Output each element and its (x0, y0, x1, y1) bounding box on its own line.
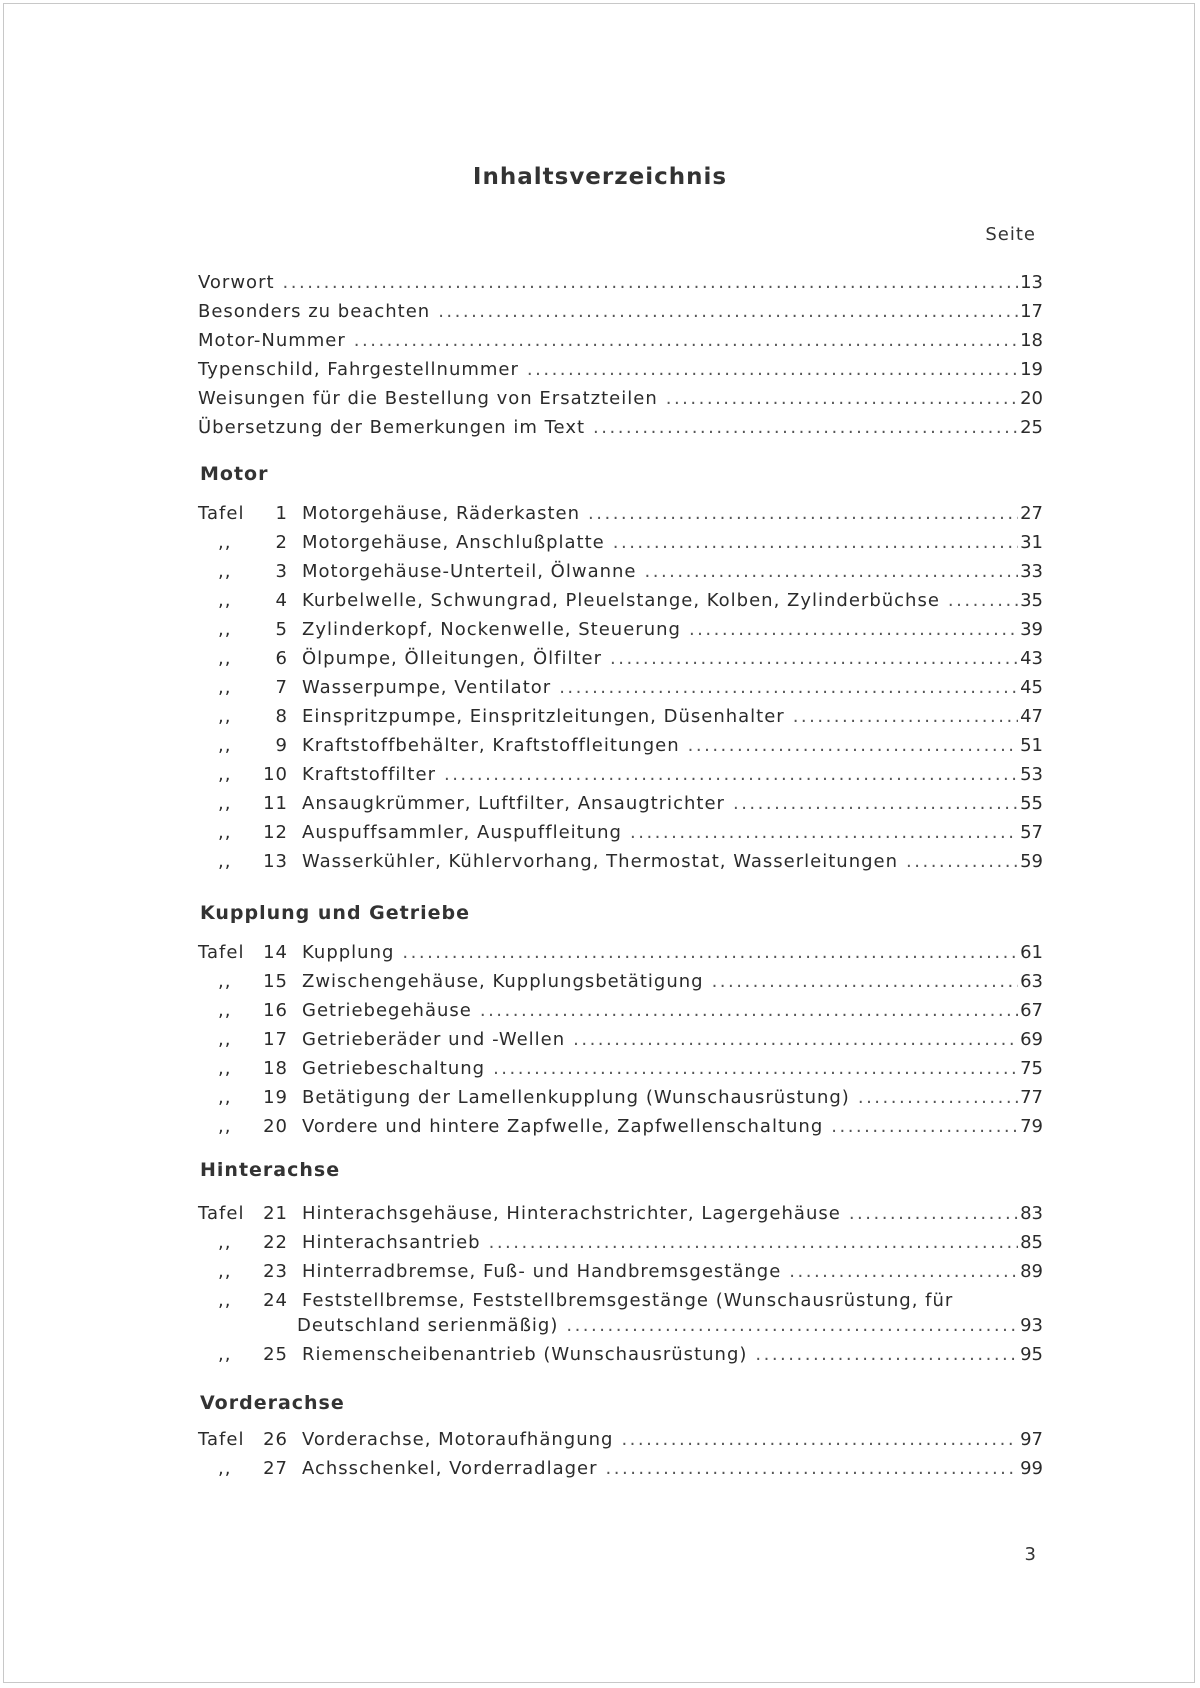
toc-entry: Motor-Nummer ..... 18 (198, 329, 1043, 353)
page-title: Inhaltsverzeichnis (472, 164, 728, 190)
page-number: 3 (1024, 1544, 1036, 1565)
toc-entry: ,, 6 Ölpumpe, Ölleitungen, Ölfilter ..... 43 (198, 647, 1043, 671)
toc-entry: ,, 12 Auspuffsammler, Auspuffleitung ..... 57 (198, 821, 1043, 845)
toc-entry: ,, 11 Ansaugkrümmer, Luftfilter, Ansaugtrichter ..... 55 (198, 792, 1043, 816)
page-column-header: Seite (985, 224, 1036, 245)
toc-entry: ,, 4 Kurbelwelle, Schwungrad, Pleuelstange, Kolben, Zylinderbüchse ..... 35 (198, 589, 1043, 613)
toc-entry: ,, 13 Wasserkühler, Kühlervorhang, Thermostat, Wasserleitungen ..... 59 (198, 850, 1043, 874)
section-heading-vorderachse: Vorderachse (200, 1392, 345, 1414)
toc-entry: ,, 7 Wasserpumpe, Ventilator ..... 45 (198, 676, 1043, 700)
toc-entry: ,, 16 Getriebegehäuse ..... 67 (198, 999, 1043, 1023)
toc-entry: Vorwort ..... 13 (198, 271, 1043, 295)
toc-entry: ,, 10 Kraftstoffilter ..... 53 (198, 763, 1043, 787)
toc-entry: ,, 22 Hinterachsantrieb ..... 85 (198, 1231, 1043, 1255)
toc-entry: ,, 9 Kraftstoffbehälter, Kraftstoffleitungen ..... 51 (198, 734, 1043, 758)
toc-entry: ,, 20 Vordere und hintere Zapfwelle, Zapfwellenschaltung ..... 79 (198, 1115, 1043, 1139)
toc-entry-continuation: Deutschland serienmäßig) ..... 93 (297, 1314, 1043, 1338)
section-heading-motor: Motor (200, 463, 269, 485)
toc-entry: Besonders zu beachten ..... 17 (198, 300, 1043, 324)
section-heading-hinterachse: Hinterachse (200, 1159, 341, 1181)
toc-entry: ,, 23 Hinterradbremse, Fuß- und Handbremsgestänge ..... 89 (198, 1260, 1043, 1284)
toc-entry: ,, 25 Riemenscheibenantrieb (Wunschausrüstung) ..... 95 (198, 1343, 1043, 1367)
toc-entry: Tafel 26 Vorderachse, Motoraufhängung ..... 97 (198, 1428, 1043, 1452)
document-page (3, 3, 1195, 1683)
toc-entry: ,, 2 Motorgehäuse, Anschlußplatte ..... 31 (198, 531, 1043, 555)
toc-entry: Übersetzung der Bemerkungen im Text ..... 25 (198, 416, 1043, 440)
toc-entry: Tafel 1 Motorgehäuse, Räderkasten ..... 27 (198, 502, 1043, 526)
toc-entry: Tafel 21 Hinterachsgehäuse, Hinterachstrichter, Lagergehäuse ..... 83 (198, 1202, 1043, 1226)
toc-entry: ,, 3 Motorgehäuse-Unterteil, Ölwanne ..... 33 (198, 560, 1043, 584)
toc-entry: Tafel 14 Kupplung ..... 61 (198, 941, 1043, 965)
toc-entry: ,, 27 Achsschenkel, Vorderradlager ..... 99 (198, 1457, 1043, 1481)
toc-entry: Weisungen für die Bestellung von Ersatzteilen ..... 20 (198, 387, 1043, 411)
toc-entry: ,, 17 Getrieberäder und -Wellen ..... 69 (198, 1028, 1043, 1052)
toc-entry: ,, 5 Zylinderkopf, Nockenwelle, Steuerung ..... 39 (198, 618, 1043, 642)
toc-entry: ,, 18 Getriebeschaltung ..... 75 (198, 1057, 1043, 1081)
toc-entry: ,, 24 Feststellbremse, Feststellbremsgestänge (Wunschausrüstung, für (218, 1290, 954, 1311)
toc-entry: Typenschild, Fahrgestellnummer ..... 19 (198, 358, 1043, 382)
toc-entry: ,, 8 Einspritzpumpe, Einspritzleitungen, Düsenhalter ..... 47 (198, 705, 1043, 729)
toc-entry: ,, 15 Zwischengehäuse, Kupplungsbetätigung ..... 63 (198, 970, 1043, 994)
toc-entry: ,, 19 Betätigung der Lamellenkupplung (Wunschausrüstung) ..... 77 (198, 1086, 1043, 1110)
section-heading-kupplung: Kupplung und Getriebe (200, 902, 470, 924)
